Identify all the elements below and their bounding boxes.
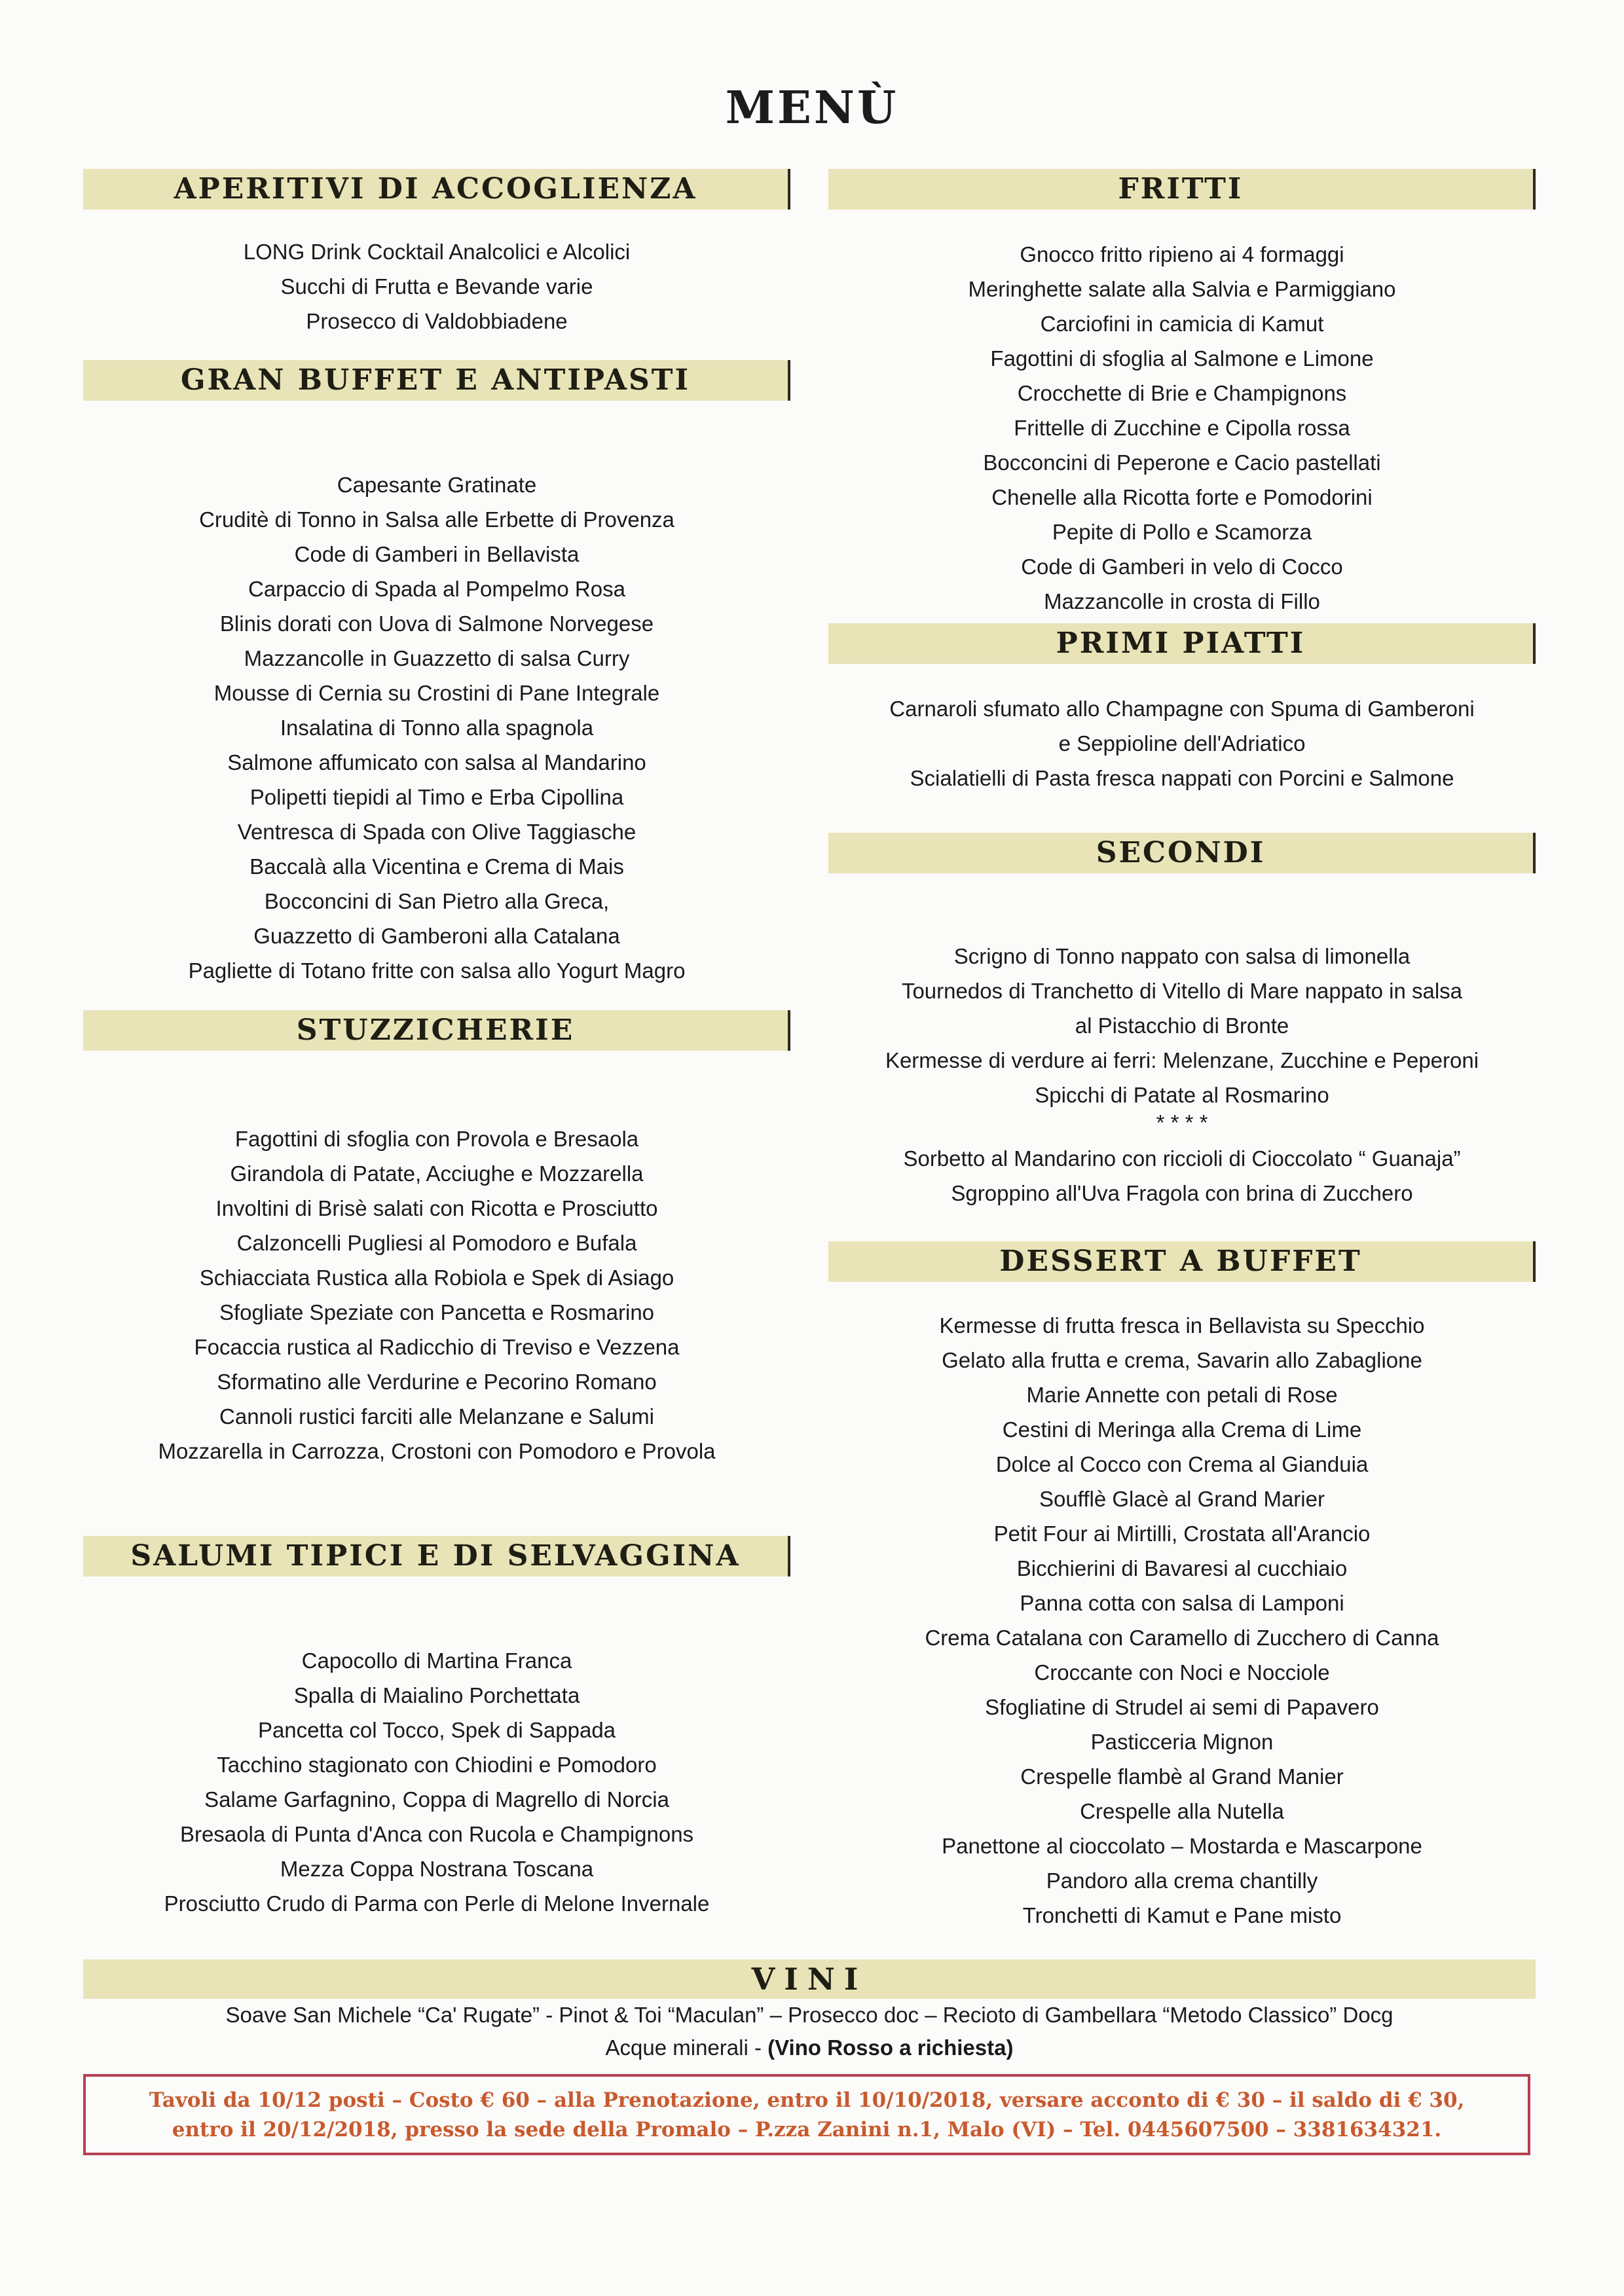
vini-list: Soave San Michele “Ca' Rugate” - Pinot & Toi “Maculan” – Prosecco doc – Recioto di Gambellara “Metodo Classico” Docg [225,2003,1393,2027]
booking-notice [83,2074,1530,2155]
menu-item: Prosciutto Crudo di Parma con Perle di Melone Invernale [164,1891,710,1916]
vini-extra-bold: (Vino Rosso a richiesta) [767,2035,1014,2060]
menu-item: Salame Garfagnino, Coppa di Magrello di Norcia [204,1787,669,1812]
section-antipasti [83,360,790,988]
menu-item: Spicchi di Patate al Rosmarino [1035,1083,1329,1107]
section-stuzzicherie [83,1010,790,1468]
menu-item: Crespelle flambè al Grand Manier [1020,1764,1344,1789]
section-items [83,401,790,988]
section-items [83,1576,790,1921]
menu-item: Meringhette salate alla Salvia e Parmiggiano [968,277,1396,301]
menu-item: Polipetti tiepidi al Timo e Erba Cipollina [249,785,624,809]
menu-item: Soufflè Glacè al Grand Marier [1039,1487,1325,1511]
menu-item: Mazzancolle in crosta di Fillo [1044,589,1320,613]
menu-item: Fagottini di sfoglia al Salmone e Limone [990,346,1374,371]
menu-item: Involtini di Brisè salati con Ricotta e Prosciutto [215,1196,658,1220]
section-dessert [828,1241,1536,1933]
menu-item: Succhi di Frutta e Bevande varie [280,274,593,299]
section-heading: PRIMI PIATTI [828,623,1536,664]
menu-item: Baccalà alla Vicentina e Crema di Mais [249,854,624,879]
menu-item: Crema Catalana con Caramello di Zucchero di Canna [925,1626,1439,1650]
menu-item: Panettone al cioccolato – Mostarda e Mascarpone [942,1834,1422,1858]
menu-item: Chenelle alla Ricotta forte e Pomodorini [991,485,1373,509]
menu-item: Kermesse di frutta fresca in Bellavista su Specchio [939,1313,1425,1338]
menu-item: Insalatina di Tonno alla spagnola [280,716,594,740]
menu-item: Blinis dorati con Uova di Salmone Norvegese [219,611,654,636]
section-aperitivi [83,169,790,338]
menu-item: Kermesse di verdure ai ferri: Melenzane, Zucchine e Peperoni [885,1048,1479,1072]
menu-item: Scrigno di Tonno nappato con salsa di limonella [953,944,1411,968]
section-heading: SALUMI TIPICI E DI SELVAGGINA [83,1536,790,1576]
menu-item: Prosecco di Valdobbiadene [306,309,568,333]
menu-item: Capesante Gratinate [337,473,537,497]
notice-line: Tavoli da 10/12 posti – Costo € 60 – alla Prenotazione, entro il 10/10/2018, versare acconto di € 30 – il saldo di € 30, [149,2088,1465,2112]
menu-item: Mousse di Cernia su Crostini di Pane Integrale [213,681,660,705]
menu-item: Bocconcini di San Pietro alla Greca, [264,889,610,913]
menu-item: Sgroppino all'Uva Fragola con brina di Zucchero [951,1181,1413,1205]
section-items [83,210,790,338]
menu-item: Sformatino alle Verdurine e Pecorino Romano [217,1370,657,1394]
section-fritti [828,169,1536,619]
menu-item: Bresaola di Punta d'Anca con Rucola e Champignons [179,1822,694,1846]
menu-item: Capocollo di Martina Franca [301,1649,572,1673]
menu-item: Frittelle di Zucchine e Cipolla rossa [1014,416,1350,440]
menu-item: Fagottini di sfoglia con Provola e Bresaola [234,1127,639,1151]
section-items [83,1051,790,1468]
menu-item: Cestini di Meringa alla Crema di Lime [1002,1417,1362,1442]
menu-item: Girandola di Patate, Acciughe e Mozzarella [230,1161,644,1186]
section-primi [828,623,1536,795]
menu-item: Tournedos di Tranchetto di Vitello di Mare nappato in salsa [901,979,1463,1003]
menu-title: MENÙ [725,82,899,134]
section-heading: STUZZICHERIE [83,1010,790,1051]
menu-item: Mazzancolle in Guazzetto di salsa Curry [244,646,630,670]
vini-heading: VINI [83,1959,1536,1999]
menu-item: Code di Gamberi in Bellavista [294,542,580,566]
menu-item: Calzoncelli Pugliesi al Pomodoro e Bufala [236,1231,637,1255]
menu-item: Sorbetto al Mandarino con riccioli di Cioccolato “ Guanaja” [903,1146,1461,1171]
menu-item: Petit Four ai Mirtilli, Crostata all'Arancio [993,1522,1371,1546]
menu-item: Schiacciata Rustica alla Robiola e Spek di Asiago [199,1266,674,1290]
menu-item: Cruditè di Tonno in Salsa alle Erbette di Provenza [199,507,674,532]
menu-item: Focaccia rustica al Radicchio di Treviso e Vezzena [194,1335,680,1359]
menu-item: Pagliette di Totano fritte con salsa allo Yogurt Magro [188,958,686,983]
section-items [828,873,1536,1211]
menu-item: * * * * [1156,1110,1208,1135]
menu-item: Salmone affumicato con salsa al Mandarino [227,750,646,774]
menu-item: Spalla di Maialino Porchettata [293,1683,580,1707]
menu-item: Tacchino stagionato con Chiodini e Pomodoro [217,1753,657,1777]
section-salumi [83,1536,790,1921]
menu-item: Gnocco fritto ripieno ai 4 formaggi [1020,242,1344,266]
section-items [828,664,1536,795]
menu-item: Cannoli rustici farciti alle Melanzane e Salumi [219,1404,654,1429]
menu-item: Mezza Coppa Nostrana Toscana [280,1857,594,1881]
menu-item: al Pistacchio di Bronte [1075,1013,1289,1038]
menu-item: Ventresca di Spada con Olive Taggiasche [237,820,637,844]
menu-item: Carpaccio di Spada al Pompelmo Rosa [248,577,625,601]
menu-item: Crespelle alla Nutella [1080,1799,1284,1823]
menu-item: Code di Gamberi in velo di Cocco [1021,555,1343,579]
menu-item: Carnaroli sfumato allo Champagne con Spuma di Gamberoni [889,697,1475,721]
menu-item: Crocchette di Brie e Champignons [1017,381,1347,405]
vini-extra [83,2032,1536,2064]
menu-item: Tronchetti di Kamut e Pane misto [1022,1903,1342,1927]
menu-item: Pepite di Pollo e Scamorza [1052,520,1312,544]
section-items [828,1282,1536,1933]
menu-item: Panna cotta con salsa di Lamponi [1020,1591,1344,1615]
menu-item: Croccante con Noci e Nocciole [1034,1660,1330,1685]
menu-item: LONG Drink Cocktail Analcolici e Alcolici [243,240,631,264]
menu-item: Pasticceria Mignon [1090,1730,1274,1754]
menu-item: Mozzarella in Carrozza, Crostoni con Pomodoro e Provola [158,1439,716,1463]
menu-item: e Seppioline dell'Adriatico [1058,731,1306,756]
section-heading: APERITIVI DI ACCOGLIENZA [83,169,790,210]
menu-item: Pancetta col Tocco, Spek di Sappada [257,1718,616,1742]
menu-item: Scialatielli di Pasta fresca nappati con Porcini e Salmone [910,766,1454,790]
section-heading: GRAN BUFFET E ANTIPASTI [83,360,790,401]
menu-item: Sfogliatine di Strudel ai semi di Papavero [985,1695,1379,1719]
notice-line: entro il 20/12/2018, presso la sede della Promalo – P.zza Zanini n.1, Malo (VI) – Tel. 0445607500 – 3381634321. [172,2118,1442,2141]
menu-item: Dolce al Cocco con Crema al Gianduia [995,1452,1369,1476]
section-heading: FRITTI [828,169,1536,210]
menu-item: Bicchierini di Bavaresi al cucchiaio [1016,1556,1348,1580]
section-heading: DESSERT A BUFFET [828,1241,1536,1282]
vini-extra-text: Acque minerali - [605,2035,768,2060]
menu-item: Guazzetto di Gamberoni alla Catalana [253,924,620,948]
section-secondi [828,833,1536,1211]
section-heading: SECONDI [828,833,1536,873]
menu-item: Carciofini in camicia di Kamut [1040,312,1324,336]
menu-item: Marie Annette con petali di Rose [1026,1383,1338,1407]
menu-item: Bocconcini di Peperone e Cacio pastellati [983,450,1381,475]
section-items [828,210,1536,619]
menu-item: Pandoro alla crema chantilly [1046,1868,1318,1893]
menu-item: Gelato alla frutta e crema, Savarin allo Zabaglione [942,1348,1422,1372]
menu-item: Sfogliate Speziate con Pancetta e Rosmarino [219,1300,655,1324]
